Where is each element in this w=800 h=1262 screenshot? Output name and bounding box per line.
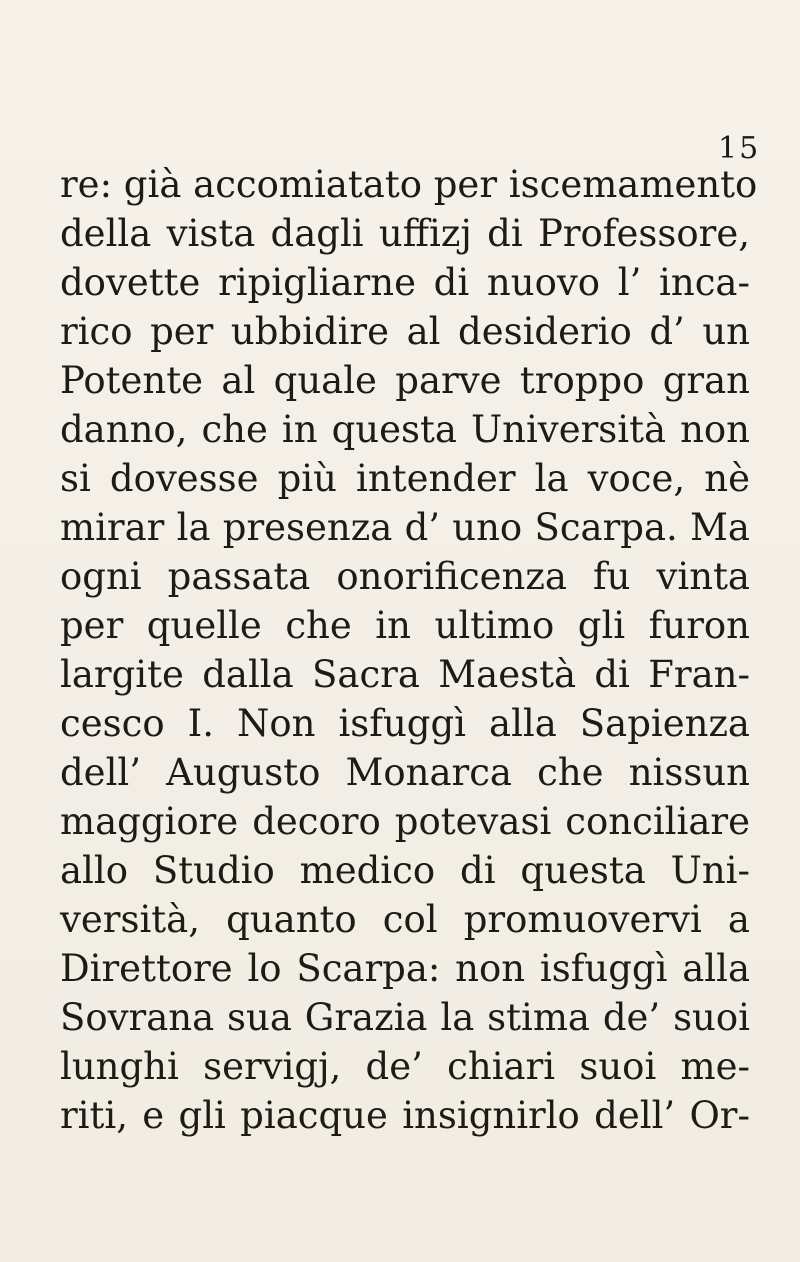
text-line: danno, che in questa Università non: [60, 408, 750, 451]
body-text: [60, 160, 758, 1140]
text-line: Direttore lo Scarpa: non isfuggì alla: [60, 947, 750, 990]
text-line: dell’ Augusto Monarca che nissun: [60, 751, 750, 794]
text-line: maggiore decoro potevasi conciliare: [60, 800, 750, 843]
text-line: per quelle che in ultimo gli furon: [60, 604, 750, 647]
text-line: riti, e gli piacque insignirlo dell’ Or-: [60, 1094, 750, 1137]
text-line: Sovrana sua Grazia la stima de’ suoi: [60, 996, 750, 1039]
text-line: mirar la presenza d’ uno Scarpa. Ma: [60, 506, 750, 549]
text-line: si dovesse più intender la voce, nè: [60, 457, 750, 500]
text-line: ogni passata onorificenza fu vinta: [60, 555, 750, 598]
text-line: largite dalla Sacra Maestà di Fran-: [60, 653, 750, 696]
text-line: cesco I. Non isfuggì alla Sapienza: [60, 702, 750, 745]
text-line: dovette ripigliarne di nuovo l’ inca-: [60, 261, 750, 304]
text-line: lunghi servigj, de’ chiari suoi me-: [60, 1045, 750, 1088]
text-line: Potente al quale parve troppo gran: [60, 359, 750, 402]
text-line: re: già accomiatato per iscemamento: [60, 163, 758, 206]
text-line: versità, quanto col promuovervi a: [60, 898, 750, 941]
text-line: rico per ubbidire al desiderio d’ un: [60, 310, 750, 353]
text-line: della vista dagli uffizj di Professore,: [60, 212, 750, 255]
text-line: allo Studio medico di questa Uni-: [60, 849, 750, 892]
page-number: 15: [718, 131, 761, 166]
